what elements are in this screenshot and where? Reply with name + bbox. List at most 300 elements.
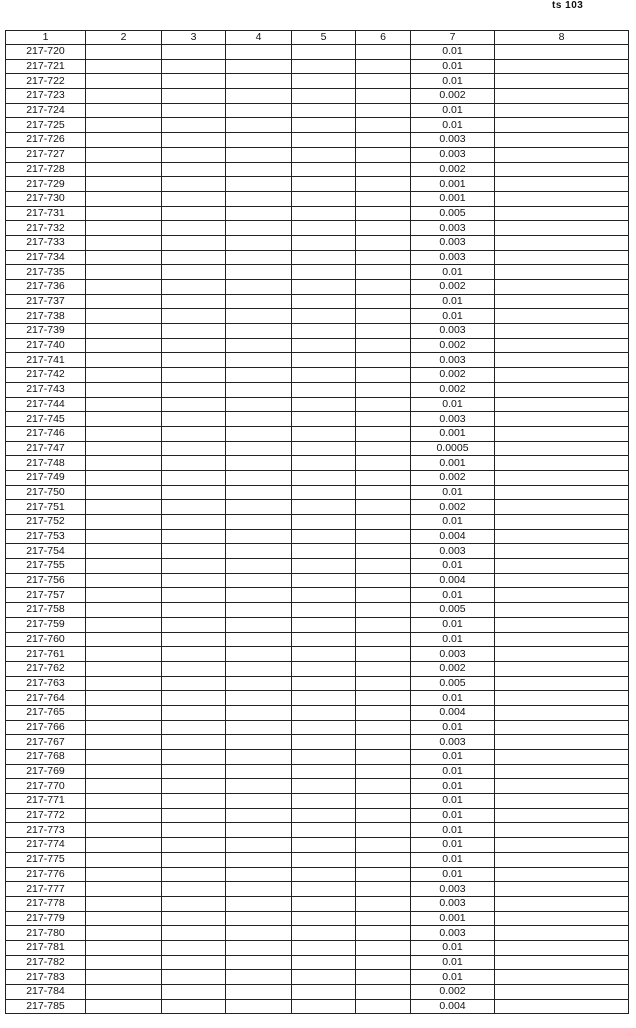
table-row [6,177,629,192]
row-id-cell: 217-733 [6,235,86,250]
empty-cell [162,191,226,206]
empty-cell [292,368,356,383]
row-id-cell: 217-772 [6,808,86,823]
empty-cell [86,955,162,970]
empty-cell [356,74,411,89]
empty-cell [292,294,356,309]
empty-cell [162,456,226,471]
empty-cell [162,294,226,309]
empty-cell [86,559,162,574]
empty-cell [226,74,292,89]
empty-cell [226,441,292,456]
empty-cell [226,573,292,588]
empty-cell [495,309,629,324]
row-id-cell: 217-783 [6,970,86,985]
empty-cell [356,676,411,691]
column-header-7: 7 [411,31,495,45]
table-row [6,59,629,74]
empty-cell [226,133,292,148]
empty-cell [292,926,356,941]
row-value-cell: 0.01 [411,118,495,133]
table-row [6,74,629,89]
empty-cell [86,280,162,295]
empty-cell [356,280,411,295]
empty-cell [226,382,292,397]
empty-cell [356,59,411,74]
empty-cell [86,412,162,427]
empty-cell [292,147,356,162]
empty-cell [86,118,162,133]
empty-cell [162,250,226,265]
empty-cell [226,177,292,192]
row-value-cell: 0.005 [411,676,495,691]
table-row [6,147,629,162]
empty-cell [292,970,356,985]
row-value-cell: 0.003 [411,896,495,911]
empty-cell [86,720,162,735]
row-value-cell: 0.003 [411,353,495,368]
empty-cell [226,280,292,295]
empty-cell [292,544,356,559]
empty-cell [356,691,411,706]
empty-cell [162,808,226,823]
row-id-cell: 217-728 [6,162,86,177]
row-id-cell: 217-727 [6,147,86,162]
table-row [6,999,629,1014]
row-value-cell: 0.003 [411,412,495,427]
table-row [6,280,629,295]
empty-cell [292,206,356,221]
row-id-cell: 217-764 [6,691,86,706]
empty-cell [162,911,226,926]
empty-cell [356,235,411,250]
empty-cell [356,838,411,853]
table-row [6,456,629,471]
empty-cell [292,74,356,89]
empty-cell [162,544,226,559]
empty-cell [495,720,629,735]
page-number-label: ts 103 [552,0,584,11]
empty-cell [356,456,411,471]
empty-cell [162,603,226,618]
empty-cell [292,470,356,485]
row-id-cell: 217-758 [6,603,86,618]
table-row [6,970,629,985]
empty-cell [356,250,411,265]
empty-cell [495,89,629,104]
empty-cell [86,632,162,647]
row-value-cell: 0.003 [411,221,495,236]
empty-cell [86,794,162,809]
empty-cell [162,573,226,588]
row-id-cell: 217-756 [6,573,86,588]
empty-cell [356,162,411,177]
empty-cell [86,823,162,838]
empty-cell [495,338,629,353]
empty-cell [86,705,162,720]
empty-cell [226,397,292,412]
empty-cell [495,632,629,647]
row-value-cell: 0.003 [411,647,495,662]
empty-cell [162,999,226,1014]
table-row [6,823,629,838]
row-value-cell: 0.003 [411,133,495,148]
row-value-cell: 0.01 [411,940,495,955]
empty-cell [162,118,226,133]
empty-cell [162,896,226,911]
empty-cell [495,999,629,1014]
row-id-cell: 217-747 [6,441,86,456]
row-id-cell: 217-768 [6,750,86,765]
empty-cell [495,191,629,206]
empty-cell [86,338,162,353]
empty-cell [495,133,629,148]
empty-cell [226,426,292,441]
row-id-cell: 217-778 [6,896,86,911]
empty-cell [356,720,411,735]
empty-cell [162,838,226,853]
empty-cell [86,970,162,985]
empty-cell [162,235,226,250]
empty-cell [495,794,629,809]
row-value-cell: 0.01 [411,794,495,809]
row-id-cell: 217-763 [6,676,86,691]
empty-cell [226,89,292,104]
empty-cell [356,559,411,574]
empty-cell [226,999,292,1014]
empty-cell [495,500,629,515]
empty-cell [292,676,356,691]
column-header-5: 5 [292,31,356,45]
row-id-cell: 217-743 [6,382,86,397]
empty-cell [226,206,292,221]
empty-cell [86,368,162,383]
empty-cell [226,456,292,471]
empty-cell [292,691,356,706]
empty-cell [162,794,226,809]
empty-cell [356,294,411,309]
empty-cell [226,750,292,765]
empty-cell [495,74,629,89]
empty-cell [292,500,356,515]
row-value-cell: 0.01 [411,852,495,867]
empty-cell [162,338,226,353]
table-row [6,221,629,236]
row-id-cell: 217-780 [6,926,86,941]
row-id-cell: 217-773 [6,823,86,838]
empty-cell [226,691,292,706]
empty-cell [356,221,411,236]
row-id-cell: 217-746 [6,426,86,441]
empty-cell [162,74,226,89]
empty-cell [226,294,292,309]
table-row [6,103,629,118]
row-id-cell: 217-762 [6,661,86,676]
empty-cell [292,177,356,192]
table-row [6,309,629,324]
row-id-cell: 217-722 [6,74,86,89]
row-value-cell: 0.01 [411,45,495,60]
table-row [6,588,629,603]
empty-cell [86,441,162,456]
empty-cell [292,309,356,324]
table-row [6,368,629,383]
table-row [6,118,629,133]
row-value-cell: 0.003 [411,544,495,559]
row-value-cell: 0.01 [411,720,495,735]
empty-cell [162,970,226,985]
row-value-cell: 0.01 [411,808,495,823]
empty-cell [86,867,162,882]
row-id-cell: 217-761 [6,647,86,662]
empty-cell [86,676,162,691]
row-value-cell: 0.002 [411,368,495,383]
row-id-cell: 217-765 [6,705,86,720]
row-value-cell: 0.002 [411,280,495,295]
empty-cell [356,412,411,427]
row-value-cell: 0.01 [411,59,495,74]
table-row [6,661,629,676]
empty-cell [86,147,162,162]
empty-cell [495,529,629,544]
row-value-cell: 0.004 [411,573,495,588]
empty-cell [162,45,226,60]
empty-cell [356,397,411,412]
empty-cell [495,970,629,985]
row-value-cell: 0.01 [411,764,495,779]
table-row [6,382,629,397]
table-row [6,955,629,970]
empty-cell [226,926,292,941]
empty-cell [356,309,411,324]
empty-cell [162,397,226,412]
empty-cell [356,955,411,970]
empty-cell [162,162,226,177]
row-value-cell: 0.002 [411,382,495,397]
row-id-cell: 217-736 [6,280,86,295]
row-id-cell: 217-740 [6,338,86,353]
row-id-cell: 217-782 [6,955,86,970]
row-id-cell: 217-784 [6,985,86,1000]
empty-cell [495,735,629,750]
empty-cell [86,309,162,324]
empty-cell [495,485,629,500]
empty-cell [226,118,292,133]
table-row [6,191,629,206]
empty-cell [226,353,292,368]
table-row [6,764,629,779]
row-id-cell: 217-724 [6,103,86,118]
empty-cell [162,221,226,236]
empty-cell [86,133,162,148]
empty-cell [86,926,162,941]
empty-cell [226,147,292,162]
row-id-cell: 217-745 [6,412,86,427]
empty-cell [86,45,162,60]
empty-cell [356,705,411,720]
empty-cell [226,250,292,265]
empty-cell [356,661,411,676]
table-row [6,617,629,632]
empty-cell [86,162,162,177]
row-value-cell: 0.01 [411,779,495,794]
empty-cell [356,147,411,162]
empty-cell [86,177,162,192]
empty-cell [162,89,226,104]
empty-cell [226,309,292,324]
empty-cell [86,735,162,750]
empty-cell [292,191,356,206]
table-row [6,162,629,177]
table-row [6,515,629,530]
table-row [6,485,629,500]
empty-cell [226,191,292,206]
empty-cell [356,911,411,926]
column-header-1: 1 [6,31,86,45]
empty-cell [495,647,629,662]
empty-cell [356,985,411,1000]
empty-cell [226,265,292,280]
empty-cell [292,603,356,618]
empty-cell [226,632,292,647]
table-row [6,45,629,60]
empty-cell [356,500,411,515]
empty-cell [86,294,162,309]
row-id-cell: 217-742 [6,368,86,383]
table-row [6,250,629,265]
empty-cell [292,559,356,574]
empty-cell [86,103,162,118]
column-header-2: 2 [86,31,162,45]
empty-cell [162,705,226,720]
row-value-cell: 0.003 [411,324,495,339]
empty-cell [162,955,226,970]
empty-cell [226,45,292,60]
empty-cell [226,808,292,823]
empty-cell [356,265,411,280]
empty-cell [86,544,162,559]
empty-cell [292,515,356,530]
empty-cell [292,779,356,794]
empty-cell [356,999,411,1014]
row-value-cell: 0.01 [411,515,495,530]
row-value-cell: 0.001 [411,911,495,926]
row-id-cell: 217-781 [6,940,86,955]
row-value-cell: 0.01 [411,691,495,706]
empty-cell [86,647,162,662]
empty-cell [86,852,162,867]
empty-cell [86,999,162,1014]
empty-cell [495,265,629,280]
empty-cell [226,882,292,897]
empty-cell [292,353,356,368]
row-value-cell: 0.005 [411,603,495,618]
empty-cell [226,368,292,383]
table-row [6,559,629,574]
row-value-cell: 0.01 [411,867,495,882]
empty-cell [292,426,356,441]
empty-cell [226,823,292,838]
row-value-cell: 0.002 [411,500,495,515]
empty-cell [162,280,226,295]
empty-cell [495,603,629,618]
row-id-cell: 217-730 [6,191,86,206]
empty-cell [226,529,292,544]
empty-cell [162,353,226,368]
empty-cell [356,529,411,544]
empty-cell [162,147,226,162]
empty-cell [495,559,629,574]
empty-cell [292,265,356,280]
empty-cell [292,735,356,750]
empty-cell [495,368,629,383]
empty-cell [292,485,356,500]
empty-cell [226,59,292,74]
row-value-cell: 0.01 [411,750,495,765]
empty-cell [292,750,356,765]
empty-cell [495,896,629,911]
row-value-cell: 0.01 [411,485,495,500]
empty-cell [495,882,629,897]
empty-cell [86,838,162,853]
table-row [6,603,629,618]
empty-cell [356,177,411,192]
empty-cell [495,280,629,295]
empty-cell [292,661,356,676]
empty-cell [226,867,292,882]
empty-cell [292,235,356,250]
empty-cell [226,103,292,118]
row-id-cell: 217-729 [6,177,86,192]
empty-cell [162,985,226,1000]
row-id-cell: 217-744 [6,397,86,412]
empty-cell [495,353,629,368]
empty-cell [226,647,292,662]
table-row [6,808,629,823]
empty-cell [162,59,226,74]
empty-cell [162,926,226,941]
row-id-cell: 217-732 [6,221,86,236]
empty-cell [86,529,162,544]
empty-cell [495,838,629,853]
row-id-cell: 217-726 [6,133,86,148]
empty-cell [292,720,356,735]
empty-cell [356,794,411,809]
empty-cell [162,588,226,603]
table-row [6,353,629,368]
table-row [6,397,629,412]
empty-cell [292,162,356,177]
empty-cell [292,955,356,970]
table-row [6,470,629,485]
empty-cell [292,221,356,236]
empty-cell [86,573,162,588]
empty-cell [226,779,292,794]
empty-cell [162,632,226,647]
empty-cell [162,177,226,192]
empty-cell [356,470,411,485]
empty-cell [495,544,629,559]
row-value-cell: 0.01 [411,559,495,574]
empty-cell [495,118,629,133]
empty-cell [495,573,629,588]
empty-cell [356,779,411,794]
empty-cell [86,382,162,397]
empty-cell [162,617,226,632]
empty-cell [226,940,292,955]
empty-cell [495,324,629,339]
row-value-cell: 0.003 [411,235,495,250]
